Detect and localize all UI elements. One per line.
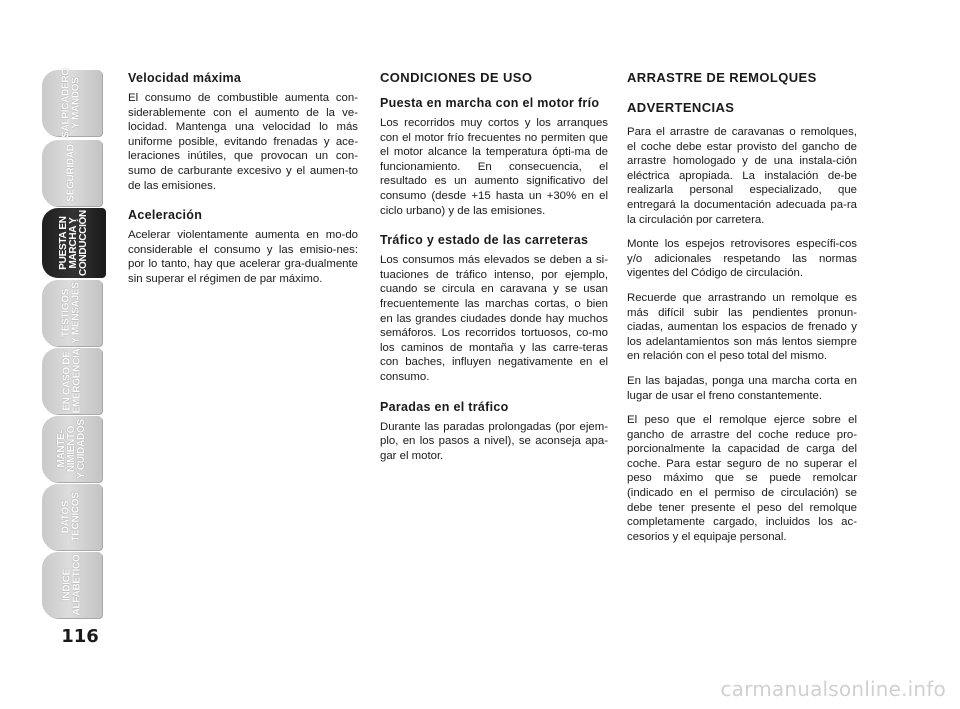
heading-motor-frio: Puesta en marcha con el motor frío <box>380 96 600 110</box>
heading-trafico: Tráfico y estado de las carreteras <box>380 233 589 248</box>
section-subtitle-advertencias: ADVERTENCIAS <box>627 100 735 115</box>
paragraph: Acelerar violentamente aumenta en mo-do considerable el consumo y las emisio-nes: por lo tanto, hay que acelerar gra-dualmente sin superar el régimen de par máximo. <box>128 229 358 285</box>
tab-datos-tecnicos[interactable] <box>42 484 102 550</box>
paragraph: Recuerde que arrastrando un remolque es más difícil subir las pendientes pronun-ciadas, aumentan los espacios de frenado y los adelantamientos son más lentos siempre en relación con el peso total del mismo. <box>627 291 857 363</box>
tab-label: DATOS TÉCNICOS <box>61 492 82 542</box>
heading-velocidad-maxima: Velocidad máxima <box>128 71 242 85</box>
tab-label: ÍNDICE ALFABÉTICO <box>61 554 83 616</box>
paragraph: Durante las paradas prolongadas (por ejem-plo, en los pasos a nivel), se aconseja apa-gar el motor. <box>380 420 608 462</box>
heading-paradas: Paradas en el tráfico <box>380 399 509 414</box>
tab-label: MANTE- NIMIENTO Y CUIDADOS <box>55 419 87 479</box>
column-2 <box>380 70 608 473</box>
heading-aceleracion: Aceleración <box>128 208 203 223</box>
tab-emergencia[interactable] <box>42 348 102 414</box>
tab-puesta-en-marcha[interactable] <box>42 208 106 278</box>
paragraph: En las bajadas, ponga una marcha corta en lugar de usar el freno constantemente. <box>627 374 857 402</box>
section-title-remolques: ARRASTRE DE REMOLQUES <box>627 70 817 85</box>
section-title-condiciones: CONDICIONES DE USO <box>380 70 533 85</box>
tab-label: PUESTA EN MARCHA Y CONDUCCIÓN <box>58 210 90 276</box>
paragraph: El consumo de combustible aumenta con-siderablemente con el aumento de la ve-locidad. Mantenga una velocidad lo más uniforme posible, evitando frenadas y ace-leraciones inútiles, que provocan un con-sumo de carburante excesivo y el aumen-to de las emisiones. <box>128 92 358 192</box>
column-1 <box>128 70 358 297</box>
tab-label: EN CASO DE EMERGENCIA <box>61 348 83 414</box>
watermark: carmanualsonline.info <box>720 677 946 701</box>
tab-label: SALPICADERO Y MANDOS <box>61 68 83 138</box>
tab-testigos[interactable] <box>42 280 102 346</box>
paragraph: Para el arrastre de caravanas o remolques, el coche debe estar provisto del gancho de arrastre homologado y de una instala-ción eléctrica apropiada. La instalación de-be realizarla personal especializado, que entregará la documentación adecuada pa-ra la circulación por carretera. <box>627 126 857 226</box>
tab-mantenimiento[interactable] <box>42 416 102 482</box>
tab-label: SEGURIDAD <box>66 144 77 202</box>
tab-indice[interactable] <box>42 552 102 618</box>
column-3 <box>627 70 857 554</box>
tab-label: TESTIGOS Y MENSAJES <box>61 282 83 344</box>
tab-seguridad[interactable] <box>42 140 102 206</box>
page-number: 116 <box>61 626 99 647</box>
paragraph: Los consumos más elevados se deben a si-tuaciones de tráfico intenso, por ejemplo, cuando se circula en caravana y se usan frecuentemente las marchas cortas, o bien en las grandes ciudades donde hay muchos semáforos. Los recorridos tortuosos, co-mo los caminos de montaña y las carre-teras con baches, influyen negativamente en el consumo. <box>380 254 608 383</box>
paragraph: Los recorridos muy cortos y los arranques con el motor frío frecuentes no permiten que el motor alcance la temperatura ópti-ma de funcionamiento. En consecuencia, el resultado es un aumento significativo del consumo (desde +15 hasta un +30% en el ciclo urbano) y de las emisiones. <box>380 117 608 217</box>
tab-salpicadero[interactable] <box>42 70 102 136</box>
paragraph: El peso que el remolque ejerce sobre el gancho de arrastre del coche reduce pro-porcionalmente la capacidad de carga del coche. Para estar seguro de no superar el peso máximo que se puede remolcar (indicado en el permiso de circulación) se debe tener presente el peso del remolque completamente cargado, incluidos los ac-cesorios y el equipaje personal. <box>627 414 857 543</box>
paragraph: Monte los espejos retrovisores específi-cos y/o adicionales respetando las normas vigentes del Código de circulación. <box>627 238 857 280</box>
